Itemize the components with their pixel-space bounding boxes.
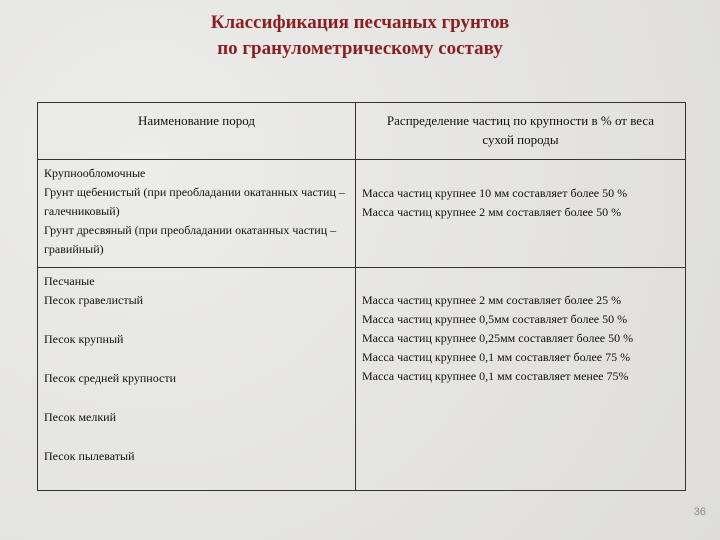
cell-line: Масса частиц крупнее 0,1 мм составляет менее 75% (362, 369, 629, 383)
title-line-2: по гранулометрическому составу (217, 38, 503, 59)
cell-line: Песок средней крупности (44, 371, 177, 385)
row-sand-left (38, 268, 356, 491)
classification-table (37, 102, 686, 491)
cell-line: Масса частиц крупнее 10 мм составляет более 50 % (362, 186, 628, 200)
cell-line: Песок мелкий (44, 410, 117, 424)
page-number: 36 (693, 506, 706, 518)
row-coarse-right (356, 160, 686, 268)
cell-line: Масса частиц крупнее 0,25мм составляет более 50 % (362, 331, 634, 345)
header-distribution: Распределение частиц по крупности в % от веса сухой породы (356, 103, 686, 160)
cell-line: Песок гравелистый (44, 293, 144, 307)
title-line-1: Классификация песчаных грунтов (210, 12, 510, 33)
slide-title (0, 10, 720, 62)
row-coarse-left (38, 160, 356, 268)
row-sand-right (356, 268, 686, 491)
cell-line: Песок пылеватый (44, 449, 135, 463)
cell-line: Масса частиц крупнее 0,1 мм составляет более 75 % (362, 350, 631, 364)
header-rock-name: Наименование пород (38, 103, 356, 160)
cell-line: Масса частиц крупнее 0,5мм составляет более 50 % (362, 312, 628, 326)
table-row (38, 160, 686, 268)
table-header-row (38, 103, 686, 160)
cell-line: Песок крупный (44, 332, 124, 346)
cell-line: Масса частиц крупнее 2 мм составляет более 50 % (362, 205, 622, 219)
cell-line: Масса частиц крупнее 2 мм составляет более 25 % (362, 293, 622, 307)
table-row (38, 268, 686, 491)
cell-line: Крупнообломочные (44, 166, 146, 180)
cell-line: Грунт дресвяный (при преобладании окатанных частиц – гравийный) (44, 223, 337, 256)
cell-line: Песчаные (44, 274, 95, 288)
cell-line: Грунт щебенистый (при преобладании окатанных частиц – галечниковый) (44, 185, 345, 218)
